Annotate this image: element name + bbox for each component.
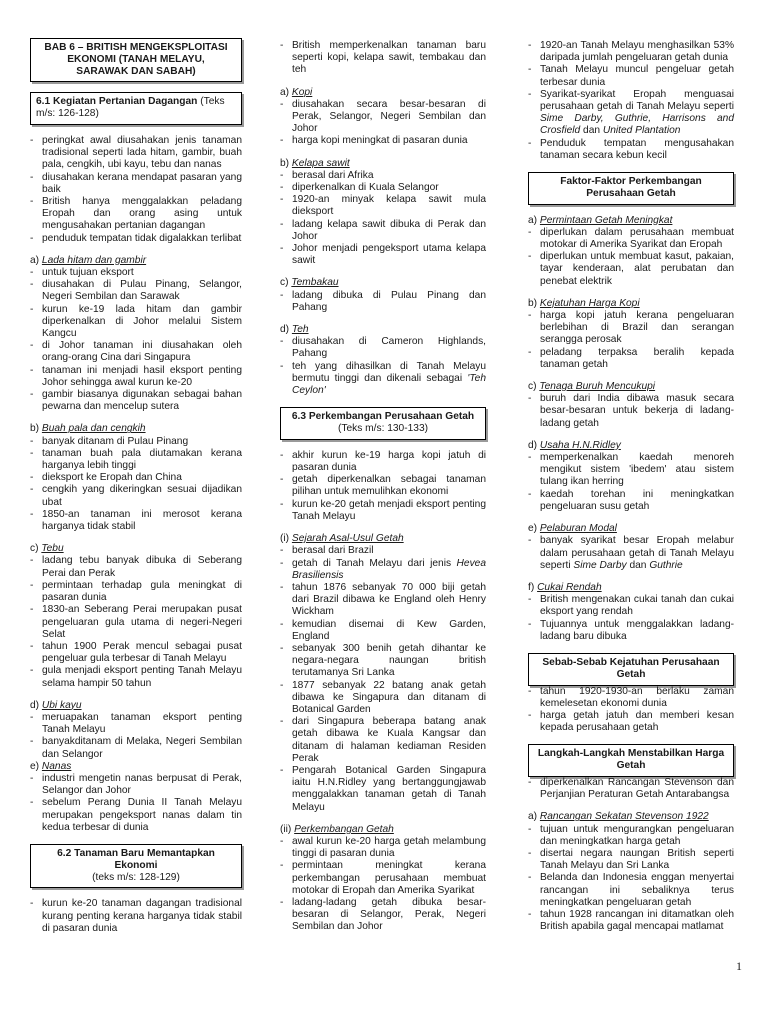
subsection-prefix: d) xyxy=(30,699,40,711)
list-item: - 1920-an minyak kelapa sawit mula dieksport xyxy=(280,194,486,218)
list-item: - harga getah jatuh dan memberi kesan kepada perusahaan getah xyxy=(528,710,734,734)
subsection-title-text: Cukai Rendah xyxy=(537,581,602,593)
list-item: - dieksport ke Eropah dan China xyxy=(30,472,242,484)
list-item: - diperlukan dalam perusahaan membuat motokar di Amerika Syarikat dan Eropah xyxy=(528,227,734,251)
section-heading-box xyxy=(528,653,734,686)
italic-term: 'Teh Ceylon' xyxy=(292,372,486,397)
content-section xyxy=(30,761,242,834)
bullet-list xyxy=(30,555,242,689)
content-section xyxy=(280,533,486,814)
content-section xyxy=(528,582,734,643)
subsection-title xyxy=(30,423,242,435)
subsection-title-text: Usaha H.N.Ridley xyxy=(539,439,621,451)
list-item: - harga kopi meningkat di pasaran dunia xyxy=(280,135,486,147)
list-item: - disertai negara naungan British seperti Tanah Melayu dan Sri Lanka xyxy=(528,848,734,872)
list-item: - awal kurun ke-20 harga getah melambung tinggi di pasaran dunia xyxy=(280,836,486,860)
list-item: - permintaan meningkat kerana perkembangan perusahaan membuat motokar di Eropah dan Amerika Syarikat xyxy=(280,860,486,897)
subsection-prefix: c) xyxy=(30,543,39,555)
subsection-title xyxy=(528,811,734,823)
list-item: - 1877 sebanyak 22 batang anak getah dibawa ke Singapura dan ditanam di Botanical Garden xyxy=(280,680,486,717)
list-item: - Tanah Melayu muncul pengeluar getah terbesar dunia xyxy=(528,64,734,88)
italic-term: Hevea Brasiliensis xyxy=(292,557,486,581)
subsection-title-text: Kopi xyxy=(291,86,313,98)
list-item: - permintaan terhadap gula meningkat di pasaran dunia xyxy=(30,580,242,604)
subsection-title-text: Tembakau xyxy=(291,277,339,289)
list-item: - peladang terpaksa beralih kepada tanaman getah xyxy=(528,347,734,371)
bullet-list xyxy=(528,393,734,430)
subsection-title-text: Teh xyxy=(291,324,309,336)
bullet-list xyxy=(528,686,734,735)
list-item: - British mengenakan cukai tanah dan cukai eksport yang rendah xyxy=(528,594,734,618)
list-item: - ladang-ladang getah dibuka besar-besaran di Selangor, Perak, Negeri Sembilan dan Johor xyxy=(280,897,486,934)
list-item: - tanaman ini menjadi hasil eksport penting Johor sehingga awal kurun ke-20 xyxy=(30,365,242,389)
section-heading-box xyxy=(30,38,242,82)
subsection-prefix: a) xyxy=(30,254,40,266)
heading-line: Getah xyxy=(616,668,646,680)
list-item: - getah diperkenalkan sebagai tanaman pilihan untuk memulihkan ekonomi xyxy=(280,474,486,498)
heading-line: 6.2 Tanaman Baru Memantapkan xyxy=(57,847,215,859)
bullet-list xyxy=(30,267,242,413)
heading-line: Faktor-Faktor Perkembangan xyxy=(560,176,702,188)
bullet-list xyxy=(280,170,486,268)
content-section xyxy=(30,898,242,935)
list-item: - berasal dari Afrika xyxy=(280,170,486,182)
list-item: - diperkenalkan Rancangan Stevenson dan Perjanjian Peraturan Getah Antarabangsa xyxy=(528,777,734,801)
subsection-prefix: (ii) xyxy=(280,823,292,835)
content-section xyxy=(280,277,486,314)
content-section xyxy=(30,543,242,689)
bullet-list xyxy=(30,773,242,834)
subsection-title-text: Pelaburan Modal xyxy=(539,523,617,535)
subsection-title-text: Perkembangan Getah xyxy=(294,823,394,835)
bullet-list xyxy=(528,594,734,643)
subsection-title xyxy=(30,255,242,267)
bullet-list xyxy=(528,824,734,934)
list-item: - meruapakan tanaman eksport penting Tanah Melayu xyxy=(30,712,242,736)
subsection-title-text: Sejarah Asal-Usul Getah xyxy=(291,533,404,545)
content-section xyxy=(280,450,486,523)
bullet-list xyxy=(528,777,734,801)
list-item: - untuk tujuan eksport xyxy=(30,267,242,279)
section-heading-box xyxy=(528,744,734,777)
content-section xyxy=(528,523,734,572)
content-section xyxy=(280,40,486,77)
list-item: - ladang kelapa sawit dibuka di Perak dan Johor xyxy=(280,219,486,243)
list-item: - banyakditanam di Melaka, Negeri Sembilan dan Selangor xyxy=(30,736,242,760)
subsection-prefix: a) xyxy=(280,86,290,98)
italic-term: United Plantation xyxy=(602,125,681,137)
content-section xyxy=(30,135,242,245)
list-item: - cengkih yang dikeringkan sesuai dijadikan ubat xyxy=(30,484,242,508)
subsection-title xyxy=(30,761,242,773)
subsection-title xyxy=(30,543,242,555)
list-item: - ladang dibuka di Pulau Pinang dan Pahang xyxy=(280,290,486,314)
subsection-title-text: Ubi kayu xyxy=(41,699,82,711)
italic-term: Sime Darby, Guthrie, Harrisons and Crosfield xyxy=(540,113,734,137)
list-item: - industri mengetin nanas berpusat di Perak, Selangor dan Johor xyxy=(30,773,242,797)
list-item: - Johor menjadi pengeksport utama kelapa sawit xyxy=(280,243,486,267)
content-section xyxy=(30,423,242,533)
bullet-list xyxy=(528,227,734,288)
subsection-title xyxy=(280,277,486,289)
list-item: - dari Singapura beberapa batang anak getah dibawa ke Kuala Kangsar dan ditanam di halaman kediaman Residen Perak xyxy=(280,716,486,765)
section-heading-box xyxy=(30,844,242,888)
content-section xyxy=(528,777,734,801)
column-2 xyxy=(280,40,486,944)
list-item: - ladang tebu banyak dibuka di Seberang Perai dan Perak xyxy=(30,555,242,579)
list-item: - penduduk tempatan tidak digalakkan terlibat xyxy=(30,233,242,245)
heading-line: Ekonomi xyxy=(114,859,158,871)
list-item: - diusahakan di Cameron Highlands, Pahang xyxy=(280,336,486,360)
subsection-prefix: d) xyxy=(280,324,290,336)
list-item: - diusahakan secara besar-besaran di Perak, Selangor, Negeri Sembilan dan Johor xyxy=(280,99,486,136)
subsection-title-text: Buah pala dan cengkih xyxy=(41,423,146,435)
subsection-title xyxy=(280,158,486,170)
bullet-list xyxy=(280,450,486,523)
subsection-title-text: Kejatuhan Harga Kopi xyxy=(539,297,640,309)
heading-title: 6.1 Kegiatan Pertanian Dagangan xyxy=(36,96,198,108)
subsection-title-text: Rancangan Sekatan Stevenson 1922 xyxy=(539,811,709,823)
content-section xyxy=(528,298,734,371)
list-item: - getah di Tanah Melayu dari jenis Hevea Brasiliensis xyxy=(280,558,486,582)
content-section xyxy=(528,40,734,162)
heading-line: Langkah-Langkah Menstabilkan Harga xyxy=(537,748,725,760)
heading-line: Sebab-Sebab Kejatuhan Perusahaan xyxy=(542,656,720,668)
bullet-list xyxy=(30,898,242,935)
subsection-title xyxy=(30,700,242,712)
column-3 xyxy=(528,40,734,943)
subsection-prefix: a) xyxy=(528,811,538,823)
list-item: - kurun ke-20 getah menjadi eksport penting Tanah Melayu xyxy=(280,499,486,523)
bullet-list xyxy=(280,290,486,314)
subsection-prefix: e) xyxy=(528,523,538,535)
list-item: - akhir kurun ke-19 harga kopi jatuh di pasaran dunia xyxy=(280,450,486,474)
heading-reference: (Teks m/s: 130-133) xyxy=(337,423,429,435)
section-heading-box xyxy=(280,407,486,440)
list-item: - tahun 1928 rancangan ini ditamatkan oleh British apabila gagal mencapai matlamat xyxy=(528,909,734,933)
list-item: - memperkenalkan kaedah menoreh mengikut sistem 'ibedem' atau sistem tulang ikan herring xyxy=(528,452,734,489)
bullet-list xyxy=(280,336,486,397)
list-item: - tanaman buah pala diutamakan kerana harganya lebih tinggi xyxy=(30,448,242,472)
subsection-title xyxy=(528,582,734,594)
subsection-title xyxy=(280,324,486,336)
list-item: - British hanya menggalakkan peladang Eropah dan orang asing untuk mengusahakan pertanian dagangan xyxy=(30,196,242,233)
bullet-list xyxy=(528,40,734,162)
content-section xyxy=(280,824,486,934)
list-item: - tahun 1920-1930-an berlaku zaman kemelesetan ekonomi dunia xyxy=(528,686,734,710)
list-item: - British memperkenalkan tanaman baru seperti kopi, kelapa sawit, tembakau dan teh xyxy=(280,40,486,77)
list-item: - tujuan untuk mengurangkan pengeluaran dan meningkatkan harga getah xyxy=(528,824,734,848)
content-section xyxy=(280,87,486,148)
subsection-title xyxy=(528,215,734,227)
subsection-title xyxy=(280,87,486,99)
list-item: - di Johor tanaman ini diusahakan oleh orang-orang Cina dari Singapura xyxy=(30,340,242,364)
bullet-list xyxy=(30,135,242,245)
bullet-list xyxy=(280,99,486,148)
list-item: - Belanda dan Indonesia enggan menyertai rancangan ini sebaliknya terus meningkatkan pengeluaran getah xyxy=(528,872,734,909)
list-item: - kemudian disemai di Kew Garden, England xyxy=(280,619,486,643)
subsection-prefix: b) xyxy=(528,297,538,309)
page-number: 1 xyxy=(736,959,742,973)
subsection-prefix: f) xyxy=(528,581,535,593)
list-item: - gula menjadi eksport penting Tanah Melayu selama hampir 50 tahun xyxy=(30,665,242,689)
heading-line: Getah xyxy=(616,760,646,772)
content-section xyxy=(30,255,242,414)
list-item: - tahun 1876 sebanyak 70 000 biji getah dari Brazil dibawa ke England oleh Henry Wickham xyxy=(280,582,486,619)
heading-reference: (teks m/s: 128-129) xyxy=(92,871,180,883)
content-section xyxy=(528,440,734,513)
list-item: - buruh dari India dibawa masuk secara besar-besaran untuk bekerja di ladang-ladang getah xyxy=(528,393,734,430)
italic-term: Sime Darby xyxy=(573,559,627,571)
italic-term: Guthrie xyxy=(649,559,683,571)
subsection-prefix: a) xyxy=(528,214,538,226)
list-item: - kaedah torehan ini meningkatkan pengeluaran susu getah xyxy=(528,489,734,513)
subsection-title-text: Nanas xyxy=(41,760,72,772)
list-item: - sebelum Perang Dunia II Tanah Melayu merupakan pengeksport nanas dalam tin kedua terbesar di dunia xyxy=(30,797,242,834)
list-item: - harga kopi jatuh kerana pengeluaran berlebihan di Brazil dan serangan serangga perosak xyxy=(528,310,734,347)
list-item: - banyak syarikat besar Eropah melabur dalam perusahaan getah di Tanah Melayu seperti Sime Darby dan Guthrie xyxy=(528,535,734,572)
subsection-prefix: e) xyxy=(30,760,40,772)
subsection-title-text: Lada hitam dan gambir xyxy=(41,254,147,266)
subsection-title xyxy=(528,298,734,310)
bullet-list xyxy=(30,436,242,534)
list-item: - kurun ke-20 tanaman dagangan tradisional kurang penting kerana harganya tidak stabil di pasaran dunia xyxy=(30,898,242,935)
subsection-title xyxy=(528,381,734,393)
list-item: - sebanyak 300 benih getah dihantar ke negara-negara naungan british terutamanya Sri Lanka xyxy=(280,643,486,680)
content-section xyxy=(280,158,486,268)
heading-line: EKONOMI (TANAH MELAYU, xyxy=(67,53,205,65)
list-item: - teh yang dihasilkan di Tanah Melayu bermutu tinggi dan dikenali sebagai 'Teh Ceylon' xyxy=(280,361,486,398)
content-section xyxy=(30,700,242,761)
subsection-title-text: Permintaan Getah Meningkat xyxy=(539,214,673,226)
list-item: - 1830-an Seberang Perai merupakan pusat pengeluaran gula utama di negeri-Negeri Selat xyxy=(30,604,242,641)
column-1 xyxy=(30,38,242,945)
list-item: - berasal dari Brazil xyxy=(280,545,486,557)
list-item: - diusahakan kerana mendapat pasaran yang baik xyxy=(30,172,242,196)
list-item: - Penduduk tempatan mengusahakan tanaman secara kebun kecil xyxy=(528,138,734,162)
subsection-prefix: b) xyxy=(280,157,290,169)
subsection-prefix: c) xyxy=(528,381,537,393)
subsection-title xyxy=(528,523,734,535)
list-item: - kurun ke-19 lada hitam dan gambir diperkenalkan di Johor melalui Sistem Kangcu xyxy=(30,304,242,341)
heading-line: Perusahaan Getah xyxy=(586,187,676,199)
list-item: - peringkat awal diusahakan jenis tanaman tradisional seperti lada hitam, gambir, buah pala, cengkih, ubi kayu, tebu dan nanas xyxy=(30,135,242,172)
bullet-list xyxy=(280,40,486,77)
list-item: - 1850-an tanaman ini merosot kerana harganya tidak stabil xyxy=(30,509,242,533)
bullet-list xyxy=(30,712,242,761)
list-item: - Syarikat-syarikat Eropah menguasai perusahaan getah di Tanah Melayu seperti Sime Darby, Guthrie, Harrisons and Crosfield dan United Plantation xyxy=(528,89,734,138)
subsection-prefix: b) xyxy=(30,423,40,435)
heading-reference: (Teks m/s: 126-128) xyxy=(36,96,225,120)
list-item: - diperlukan untuk membuat kasut, pakaian, tayar kenderaan, alat perubatan dan penebat elektrik xyxy=(528,251,734,288)
list-item: - 1920-an Tanah Melayu menghasilkan 53% daripada jumlah pengeluaran getah dunia xyxy=(528,40,734,64)
subsection-title-text: Tenaga Buruh Mencukupi xyxy=(539,381,656,393)
content-section xyxy=(280,324,486,397)
subsection-title xyxy=(280,824,486,836)
heading-line: BAB 6 – BRITISH MENGEKSPLOITASI xyxy=(44,42,228,53)
subsection-title-text: Tebu xyxy=(41,543,64,555)
list-item: - banyak ditanam di Pulau Pinang xyxy=(30,436,242,448)
section-heading-box xyxy=(30,92,242,125)
list-item: - diperkenalkan di Kuala Selangor xyxy=(280,182,486,194)
heading-line: SARAWAK DAN SABAH) xyxy=(76,65,196,77)
list-item: - tahun 1900 Perak mencul sebagai pusat pengeluar gula terbesar di Tanah Melayu xyxy=(30,641,242,665)
list-item: - diusahakan di Pulau Pinang, Selangor, Negeri Sembilan dan Sarawak xyxy=(30,279,242,303)
bullet-list xyxy=(280,836,486,934)
bullet-list xyxy=(528,310,734,371)
list-item: - Tujuannya untuk menggalakkan ladang-ladang baru dibuka xyxy=(528,619,734,643)
subsection-prefix: d) xyxy=(528,439,538,451)
content-section xyxy=(528,215,734,288)
list-item: - gambir biasanya digunakan sebagai bahan pewarna dan mencelup sutera xyxy=(30,389,242,413)
list-item: - Pengarah Botanical Garden Singapura iaitu H.N.Ridley yang bertanggungjawab menggalakkan tanaman getah di Tanah Melayu xyxy=(280,765,486,814)
subsection-title-text: Kelapa sawit xyxy=(291,157,350,169)
content-section xyxy=(528,686,734,735)
subsection-title xyxy=(280,533,486,545)
content-section xyxy=(528,811,734,933)
content-section xyxy=(528,381,734,430)
bullet-list xyxy=(528,535,734,572)
bullet-list xyxy=(528,452,734,513)
subsection-prefix: (i) xyxy=(280,533,290,545)
subsection-title xyxy=(528,440,734,452)
section-heading-box xyxy=(528,172,734,205)
subsection-prefix: c) xyxy=(280,277,289,289)
bullet-list xyxy=(280,545,486,813)
heading-line: 6.3 Perkembangan Perusahaan Getah xyxy=(291,411,475,423)
